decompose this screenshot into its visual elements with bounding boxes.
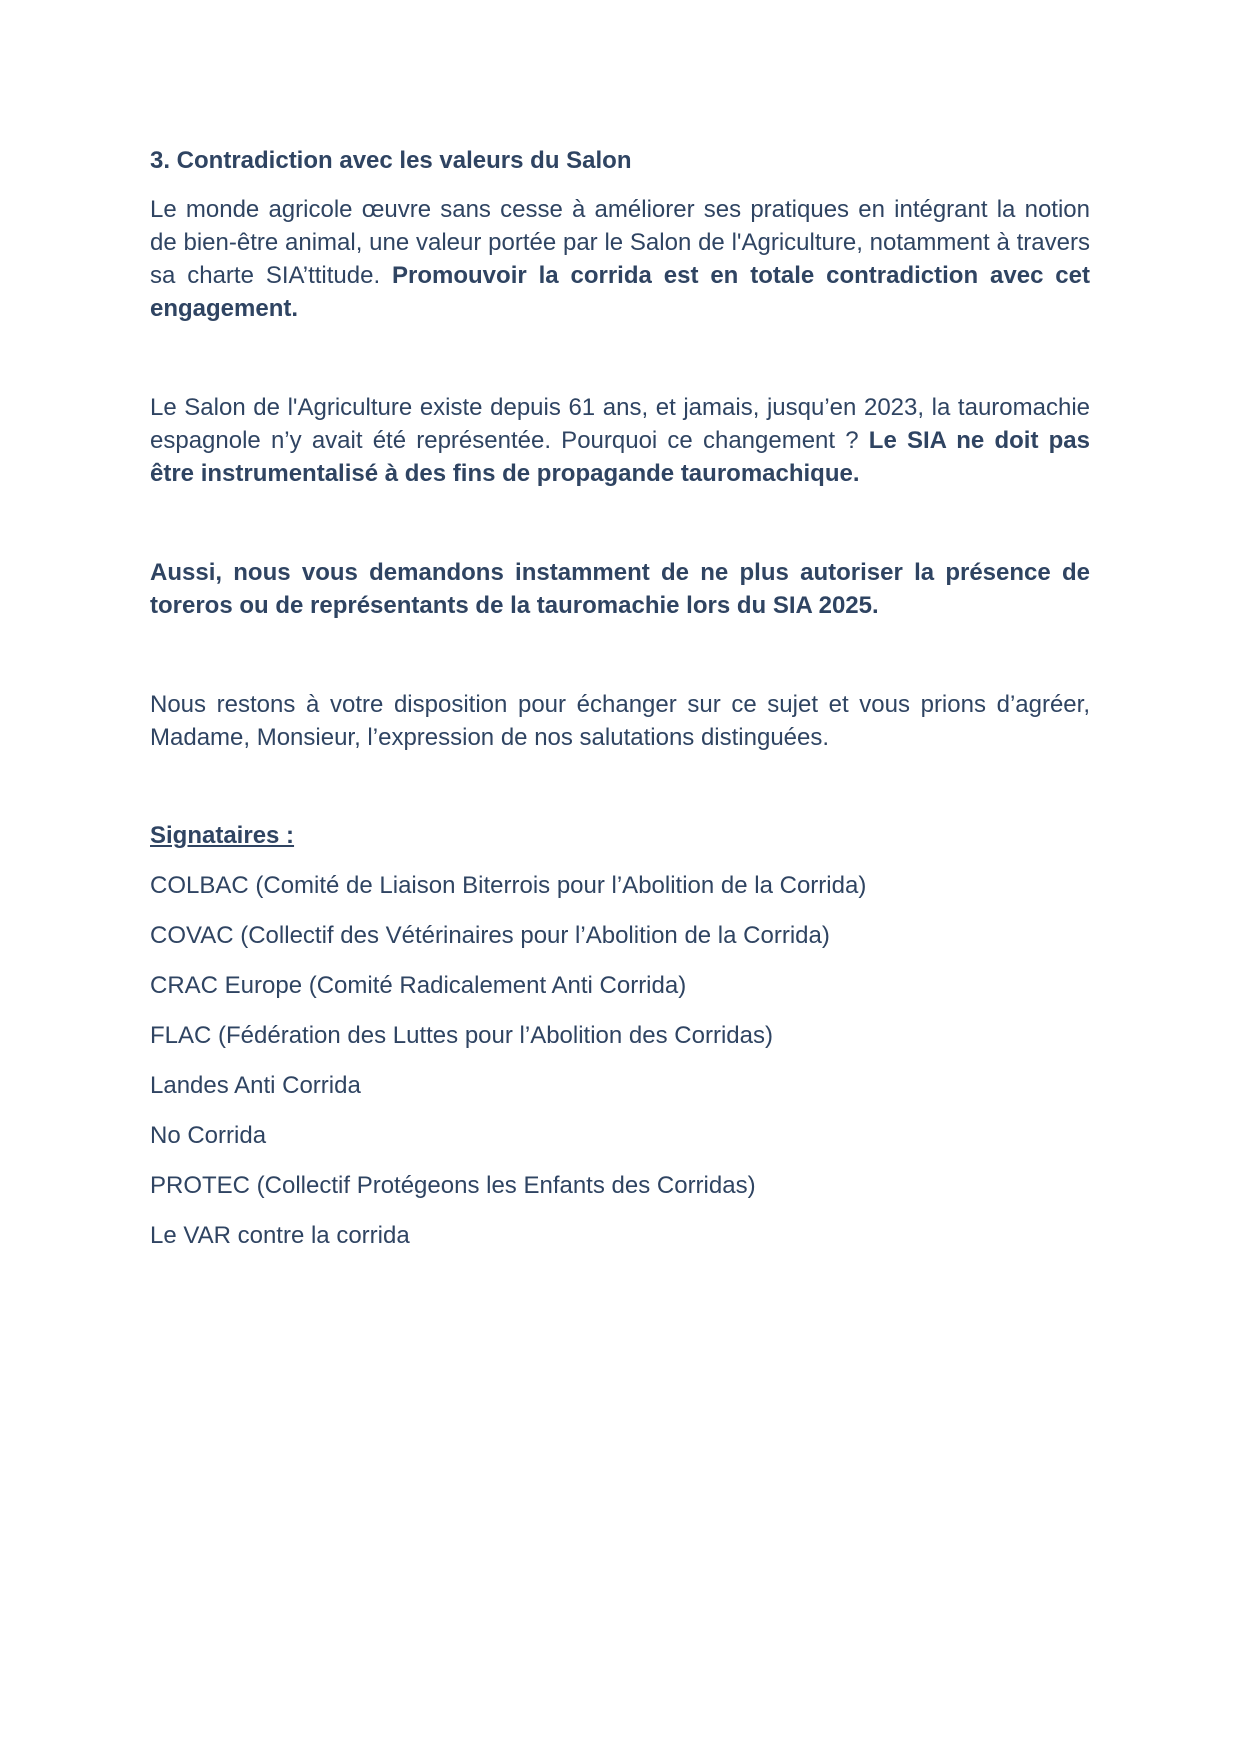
signatory-item: FLAC (Fédération des Luttes pour l’Abolition des Corridas) xyxy=(150,1022,773,1049)
spacer xyxy=(150,325,1090,391)
paragraph-values-emphasis: Promouvoir la corrida est en totale contradiction avec cet engagement. xyxy=(150,262,1090,322)
signatory-item: Le VAR contre la corrida xyxy=(150,1222,410,1249)
signatory-item: COVAC (Collectif des Vétérinaires pour l’Abolition de la Corrida) xyxy=(150,922,830,949)
signatory-item: Landes Anti Corrida xyxy=(150,1072,361,1099)
paragraph-values xyxy=(150,193,1090,325)
spacer xyxy=(150,754,1090,820)
paragraph-closing: Nous restons à votre disposition pour échanger sur ce sujet et vous prions d’agréer, Madame, Monsieur, l’expression de nos salutations distinguées. xyxy=(150,691,1090,751)
section-heading: 3. Contradiction avec les valeurs du Salon xyxy=(150,147,632,174)
signatory-list xyxy=(150,870,1090,1252)
spacer xyxy=(150,622,1090,688)
paragraph-history-text: Le Salon de l'Agriculture existe depuis 61 ans, et jamais, jusqu’en 2023, la tauromachie espagnole n’y avait été représentée. Pourquoi ce changement ? xyxy=(150,394,1090,454)
signatory-item: No Corrida xyxy=(150,1122,267,1149)
signatory-item: COLBAC (Comité de Liaison Biterrois pour l’Abolition de la Corrida) xyxy=(150,872,867,899)
signatory-item: PROTEC (Collectif Protégeons les Enfants des Corridas) xyxy=(150,1172,756,1199)
signatory-item: CRAC Europe (Comité Radicalement Anti Corrida) xyxy=(150,972,687,999)
document-page xyxy=(150,145,1090,1270)
paragraph-history-emphasis: Le SIA ne doit pas être instrumentalisé à des fins de propagande tauromachique. xyxy=(150,427,1090,487)
signatories-heading: Signataires : xyxy=(150,822,295,849)
paragraph-request: Aussi, nous vous demandons instamment de ne plus autoriser la présence de toreros ou de représentants de la tauromachie lors du SIA 2025. xyxy=(150,559,1090,619)
paragraph-history xyxy=(150,391,1090,490)
paragraph-values-text: Le monde agricole œuvre sans cesse à améliorer ses pratiques en intégrant la notion de bien-être animal, une valeur portée par le Salon de l'Agriculture, notamment à travers sa charte SIA’ttitude. xyxy=(150,196,1090,289)
spacer xyxy=(150,490,1090,556)
